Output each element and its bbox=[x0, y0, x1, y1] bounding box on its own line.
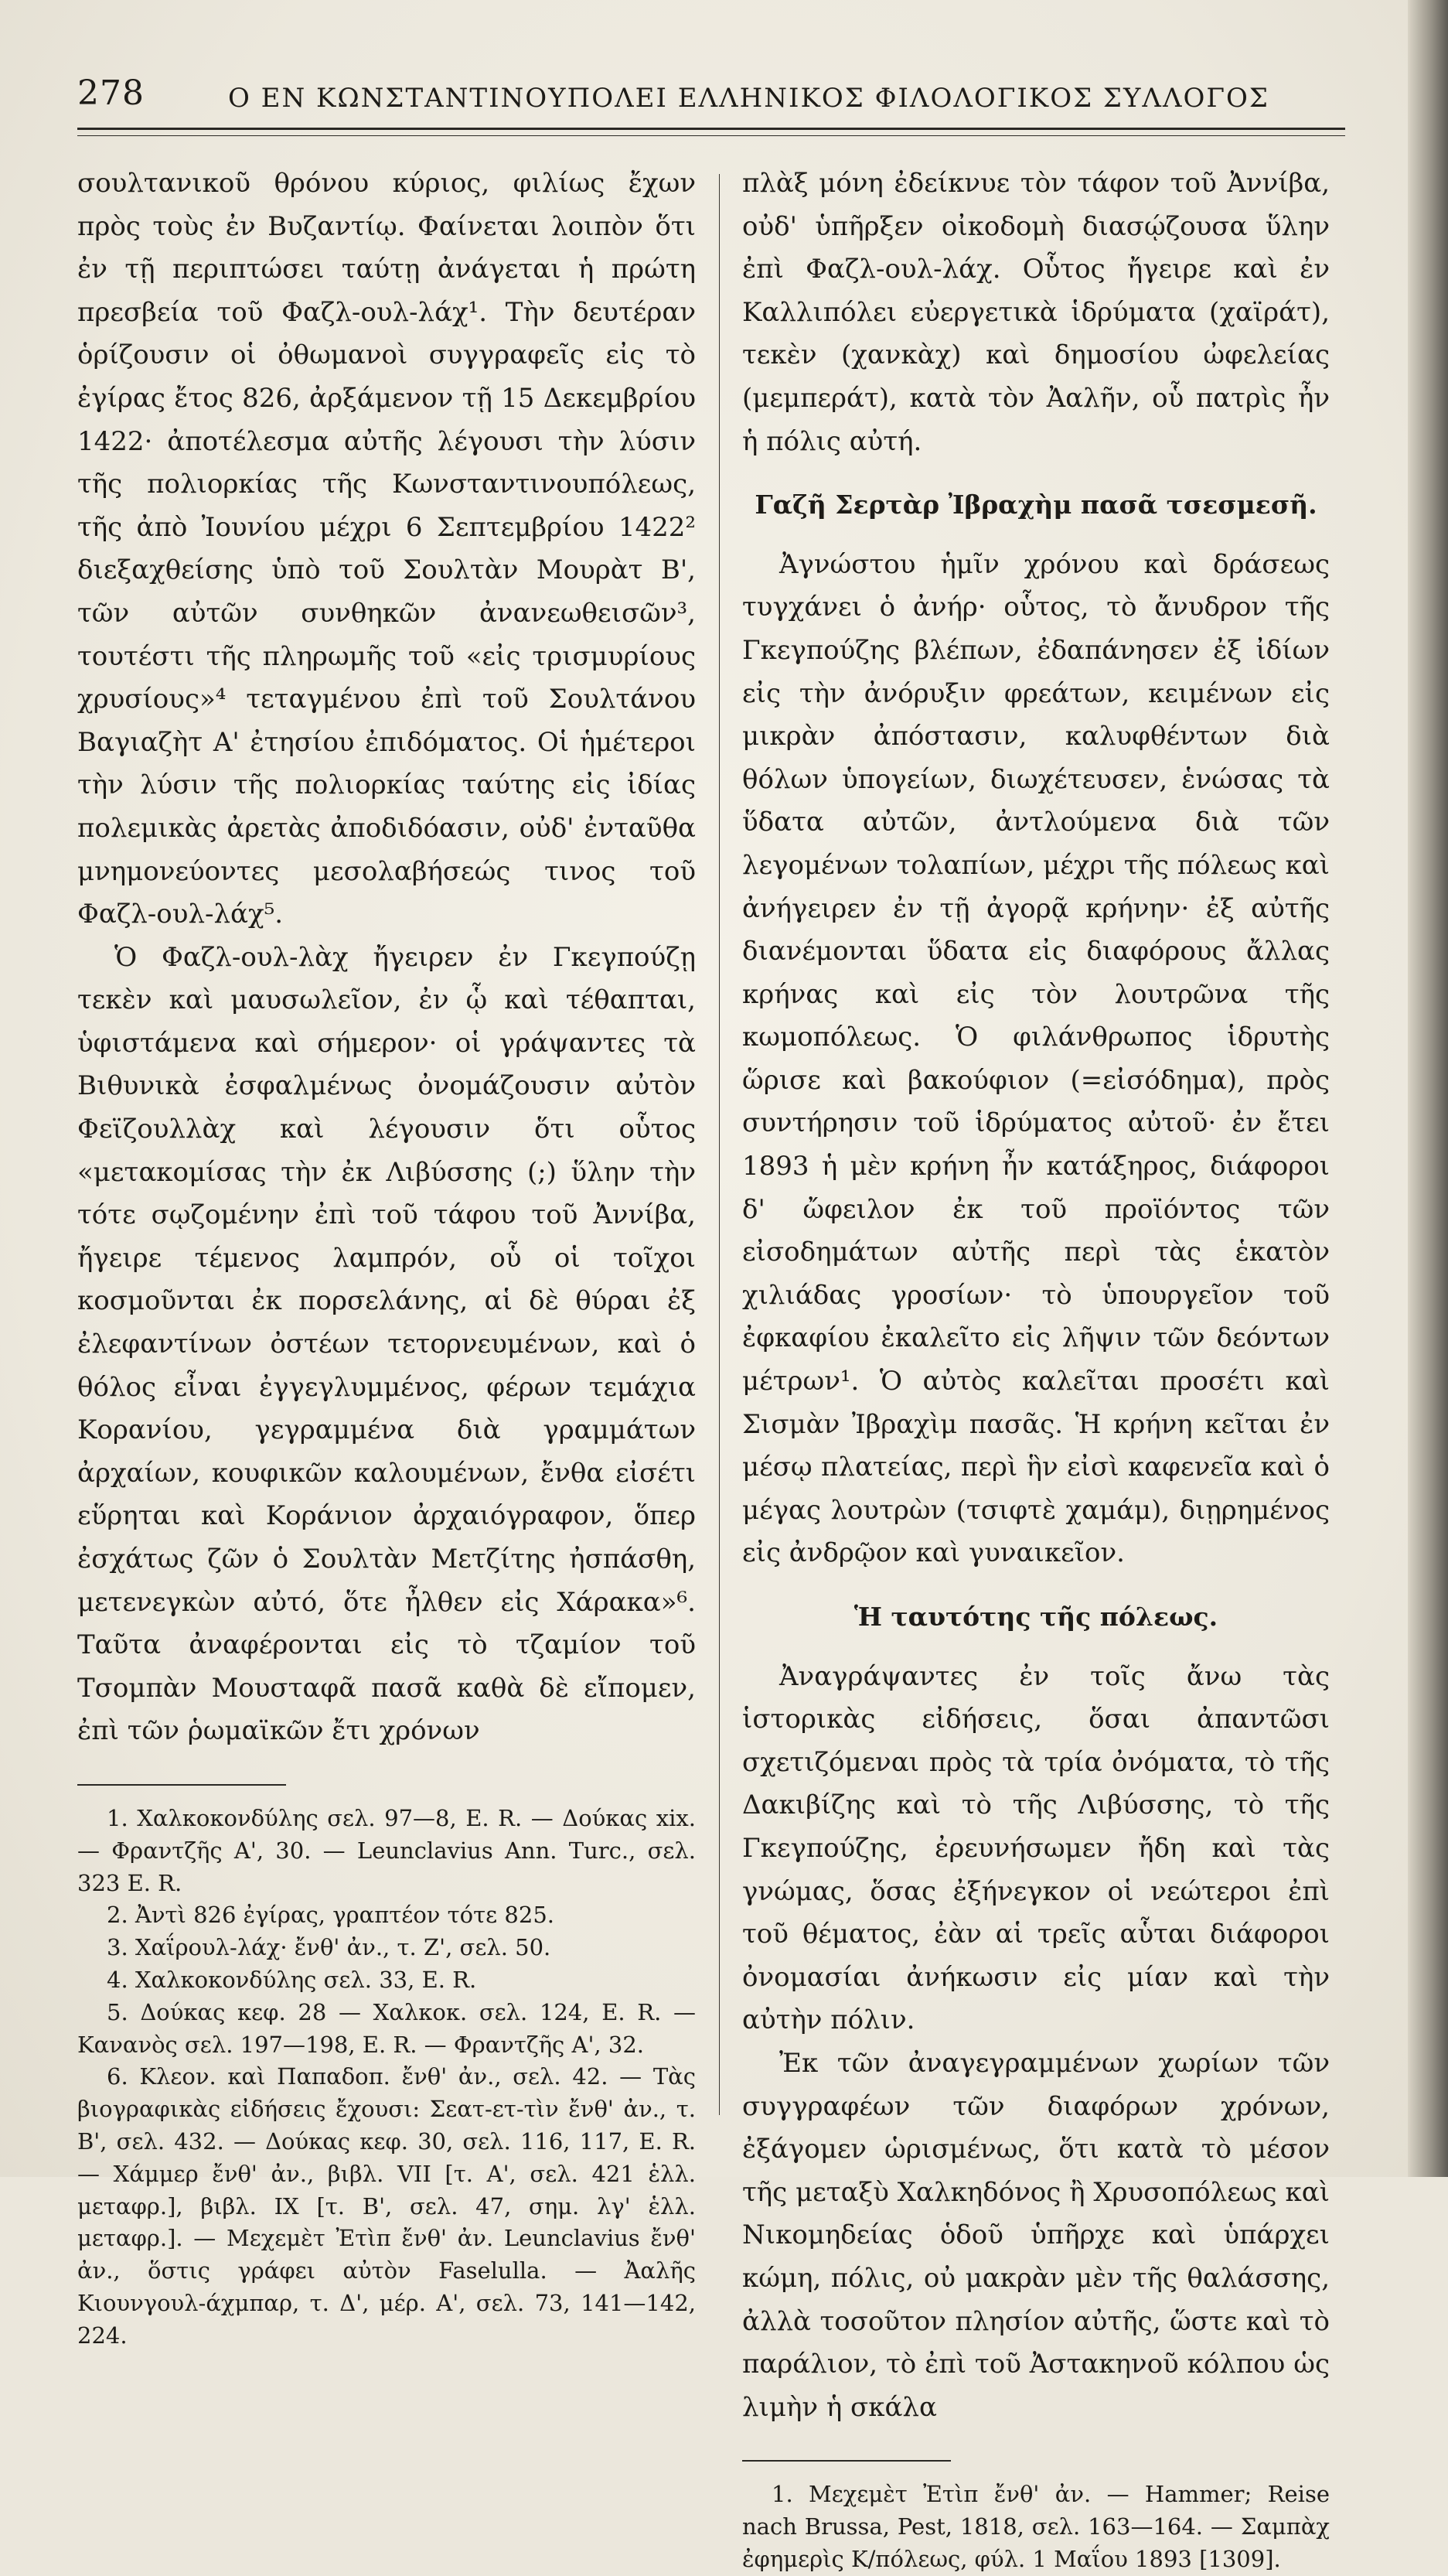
right-paragraph-identity-2: Ἐκ τῶν ἀναγεγραμμένων χωρίων τῶν συγγραφέων τῶν διαφόρων χρόνων, ἐξάγομεν ὡρισμένως, ὅτι κατὰ τὸ μέσον τῆς μεταξὺ Χαλκηδόνος ἢ Χρυσοπόλεως καὶ Νικομηδείας ὁδοῦ ὑπῆρχε καὶ ὑπάρχει κώμη, πόλις, οὐ μακρὰν μὲν τῆς θαλάσσης, ἀλλὰ τοσοῦτον πλησίον αὐτῆς, ὥστε καὶ τὸ παράλιον, τὸ ἐπὶ τοῦ Ἀστακηνοῦ κόλπου ὡς λιμὴν ἡ σκάλα bbox=[742, 2047, 1330, 2423]
left-footnotes bbox=[77, 1803, 696, 2353]
page-number: 278 bbox=[77, 73, 145, 113]
footnote-1: 1. Χαλκοκονδύλης σελ. 97—8, E. R. — Δούκας xix. — Φραντζῆς Α', 30. — Leunclavius Ann. Turc., σελ. 323 E. R. bbox=[77, 1804, 696, 1896]
book-spine-shadow bbox=[1408, 0, 1448, 2177]
header-rule-thick bbox=[77, 128, 1345, 130]
right-paragraph-fountain: Ἀγνώστου ἡμῖν χρόνου καὶ δράσεως τυγχάνει ὁ ἀνήρ· οὗτος, τὸ ἄνυδρον τῆς Γκεγπούζης βλέπων, ἐδαπάνησεν ἐξ ἰδίων εἰς τὴν ἀνόρυξιν φρεάτων, κειμένων εἰς μικρὰν ἀπόστασιν, καλυφθέντων διὰ θόλων ὑπογείων, διωχέτευσεν, ἑνώσας τὰ ὕδατα αὐτῶν, ἀντλούμενα διὰ τῶν λεγομένων τολαπίων, μέχρι τῆς πόλεως καὶ ἀνήγειρεν ἐν τῇ ἀγορᾷ κρήνην· ἐξ αὐτῆς διανέμονται ὕδατα εἰς διαφόρους ἄλλας κρήνας καὶ εἰς τὸν λουτρῶνα τῆς κωμοπόλεως. Ὁ φιλάνθρωπος ἱδρυτὴς ὥρισε καὶ βακούφιον (=εἰσόδημα), πρὸς συντήρησιν τοῦ ἱδρύματος αὐτοῦ· ἐν ἔτει 1893 ἡ μὲν κρήνη ἦν κατάξηρος, διάφοροι δ' ὤφειλον ἐκ τοῦ προϊόντος τῶν εἰσοδημάτων αὐτῆς περὶ τὰς ἑκατὸν χιλιάδας γροσίων· τὸ ὑπουργεῖον τοῦ ἐφκαφίου ἐκαλεῖτο εἰς λῆψιν τῶν δεόντων μέτρων¹. Ὁ αὐτὸς καλεῖται προσέτι καὶ Σισμὰν Ἰβραχὶμ πασᾶς. Ἡ κρήνη κεῖται ἐν μέσῳ πλατείας, περὶ ἣν εἰσὶ καφενεῖα καὶ ὁ μέγας λουτρὼν (τσιφτὲ χαμάμ), διῃρημένος εἰς ἀνδρῷον καὶ γυναικεῖον. bbox=[742, 548, 1330, 1569]
left-paragraph-2: Ὁ Φαζλ-ουλ-λὰχ ἤγειρεν ἐν Γκεγπούζῃ τεκὲν καὶ μαυσωλεῖον, ἐν ᾧ καὶ τέθαπται, ὑφιστάμενα καὶ σήμερον· οἱ γράψαντες τὰ Βιθυνικὰ ἐσφαλμένως ὀνομάζουσιν αὐτὸν Φεϊζουλλὰχ καὶ λέγουσιν ὅτι οὗτος «μετακομίσας τὴν ἐκ Λιβύσσης (;) ὕλην τὴν τότε σῳζομένην ἐπὶ τοῦ τάφου τοῦ Ἀννίβα, ἤγειρε τέμενος λαμπρόν, οὗ οἱ τοῖχοι κοσμοῦνται ἐκ πορσελάνης, αἱ δὲ θύραι ἐξ ἐλεφαντίνων ὀστέων τετορνευμένων, καὶ ὁ θόλος εἶναι ἐγγεγλυμμένος, φέρων τεμάχια Κορανίου, γεγραμμένα διὰ γραμμάτων ἀρχαίων, κουφικῶν καλουμένων, ἔνθα εἰσέτι εὕρηται καὶ Κοράνιον ἀρχαιόγραφον, ὅπερ ἐσχάτως ζῶν ὁ Σουλτὰν Μετζίτης ἠσπάσθη, μετενεγκὼν αὐτό, ὅτε ἦλθεν εἰς Χάρακα»⁶. Ταῦτα ἀναφέρονται εἰς τὸ τζαμίον τοῦ Τσομπὰν Μουσταφᾶ πασᾶ καθὰ δὲ εἴπομεν, ἐπὶ τῶν ῥωμαϊκῶν ἔτι χρόνων bbox=[77, 941, 696, 1747]
footnote-6: 6. Κλεον. καὶ Παπαδοπ. ἔνθ' ἀν., σελ. 42. — Τὰς βιογραφικὰς εἰδήσεις ἔχουσι: Σεατ-ετ-τὶν ἔνθ' ἀν., τ. Β', σελ. 432. — Δούκας κεφ. 30, σελ. 116, 117, E. R. — Χάμμερ ἔνθ' ἀν., βιβλ. VII [τ. Α', σελ. 421 ἑλλ. μεταφρ.], βιβλ. IX [τ. Β', σελ. 47, σημ. λγ' ἑλλ. μεταφρ.]. — Μεχεμὲτ Ἐτὶπ ἔνθ' ἀν. Leunclavius ἔνθ' ἀν., ὅστις γράφει αὐτὸν Faselulla. — Ἀαλῆς Κιουνγουλ-άχμπαρ, τ. Δ', μέρ. Α', σελ. 73, 141—142, 224. bbox=[77, 2063, 696, 2349]
footnote-right-1: 1. Μεχεμὲτ Ἐτὶπ ἔνθ' ἀν. — Hammer; Reise nach Brussa, Pest, 1818, σελ. 163—164. — Σαμπὰχ ἐφημερὶς Κ/πόλεως, φύλ. 1 Μαΐου 1893 [1309]. bbox=[742, 2481, 1330, 2572]
footnote-2: 2. Ἀντὶ 826 ἐγίρας, γραπτέον τότε 825. bbox=[107, 1902, 554, 1929]
footnote-5: 5. Δούκας κεφ. 28 — Χαλκοκ. σελ. 124, E. R. — Κανανὸς σελ. 197—198, E. R. — Φραντζῆς Α', 32. bbox=[77, 1998, 696, 2058]
section-heading-fountain: Γαζῆ Σερτὰρ Ἰβραχὴμ πασᾶ τσεσμεσῆ. bbox=[755, 490, 1317, 520]
footnote-rule bbox=[77, 1784, 286, 1786]
right-footnotes bbox=[742, 2479, 1330, 2575]
header-rule-thin bbox=[77, 135, 1345, 136]
right-column bbox=[742, 162, 1330, 2576]
footnote-rule bbox=[742, 2460, 951, 2462]
footnote-4: 4. Χαλκοκονδύλης σελ. 33, E. R. bbox=[107, 1966, 477, 1993]
left-paragraph-1: σουλτανικοῦ θρόνου κύριος, φιλίως ἔχων πρὸς τοὺς ἐν Βυζαντίῳ. Φαίνεται λοιπὸν ὅτι ἐν τῇ περιπτώσει ταύτῃ ἀνάγεται ἡ πρώτη πρεσβεία τοῦ Φαζλ-ουλ-λάχ¹. Τὴν δευτέραν ὁρίζουσιν οἱ ὀθωμανοὶ συγγραφεῖς εἰς τὸ ἐγίρας ἔτος 826, ἀρξάμενον τῇ 15 Δεκεμβρίου 1422· ἀποτέλεσμα αὐτῆς λέγουσι τὴν λύσιν τῆς πολιορκίας τῆς Κωνσταντινουπόλεως, τῆς ἀπὸ Ἰουνίου μέχρι 6 Σεπτεμβρίου 1422² διεξαχθείσης ὑπὸ τοῦ Σουλτὰν Μουρὰτ Β', τῶν αὐτῶν συνθηκῶν ἀνανεωθεισῶν³, τουτέστι τῆς πληρωμῆς τοῦ «εἰς τρισμυρίους χρυσίους»⁴ τεταγμένου ἐπὶ τοῦ Σουλτάνου Βαγιαζὴτ Α' ἐτησίου ἐπιδόματος. Οἱ ἡμέτεροι τὴν λύσιν τῆς πολιορκίας ταύτης εἰς ἰδίας πολεμικὰς ἀρετὰς ἀποδιδόασιν, οὐδ' ἐνταῦθα μνημονεύοντες μεσολαβήσεώς τινος τοῦ Φαζλ-ουλ-λάχ⁵. bbox=[77, 168, 696, 930]
left-column bbox=[77, 162, 696, 2353]
running-title: Ο ΕΝ ΚΩΝΣΤΑΝΤΙΝΟΥΠΟΛΕΙ ΕΛΛΗΝΙΚΟΣ ΦΙΛΟΛΟΓΙΚΟΣ ΣΥΛΛΟΓΟΣ bbox=[228, 83, 1269, 114]
footnote-3: 3. Χαΐρουλ-λάχ· ἔνθ' ἀν., τ. Ζ', σελ. 50. bbox=[107, 1934, 551, 1961]
right-paragraph-identity-1: Ἀναγράψαντες ἐν τοῖς ἄνω τὰς ἱστορικὰς εἰδήσεις, ὅσαι ἀπαντῶσι σχετιζόμεναι πρὸς τὰ τρία ὀνόματα, τὸ τῆς Δακιβίζης καὶ τὸ τῆς Λιβύσσης, τὸ τῆς Γκεγπούζης, ἐρευνήσωμεν ἤδη καὶ τὰς γνώμας, ὅσας ἐξήνεγκον οἱ νεώτεροι ἐπὶ τοῦ θέματος, ἐὰν αἱ τρεῖς αὗται διάφοροι ὀνομασίαι ἀνήκωσιν εἰς μίαν καὶ τὴν αὐτὴν πόλιν. bbox=[742, 1660, 1330, 2036]
column-divider bbox=[719, 174, 720, 2115]
page-header bbox=[77, 73, 1330, 120]
section-heading-identity: Ἡ ταυτότης τῆς πόλεως. bbox=[853, 1602, 1218, 1632]
right-paragraph-intro: πλὰξ μόνη ἐδείκνυε τὸν τάφον τοῦ Ἀννίβα, οὐδ' ὑπῆρξεν οἰκοδομὴ διασῴζουσα ὕλην ἐπὶ Φαζλ-ουλ-λάχ. Οὗτος ἤγειρε καὶ ἐν Καλλιπόλει εὐεργετικὰ ἱδρύματα (χαϊράτ), τεκὲν (χανκὰχ) καὶ δημοσίου ὠφελείας (μεμπεράτ), κατὰ τὸν Ἀαλῆν, οὗ πατρὶς ἦν ἡ πόλις αὐτή. bbox=[742, 168, 1330, 457]
